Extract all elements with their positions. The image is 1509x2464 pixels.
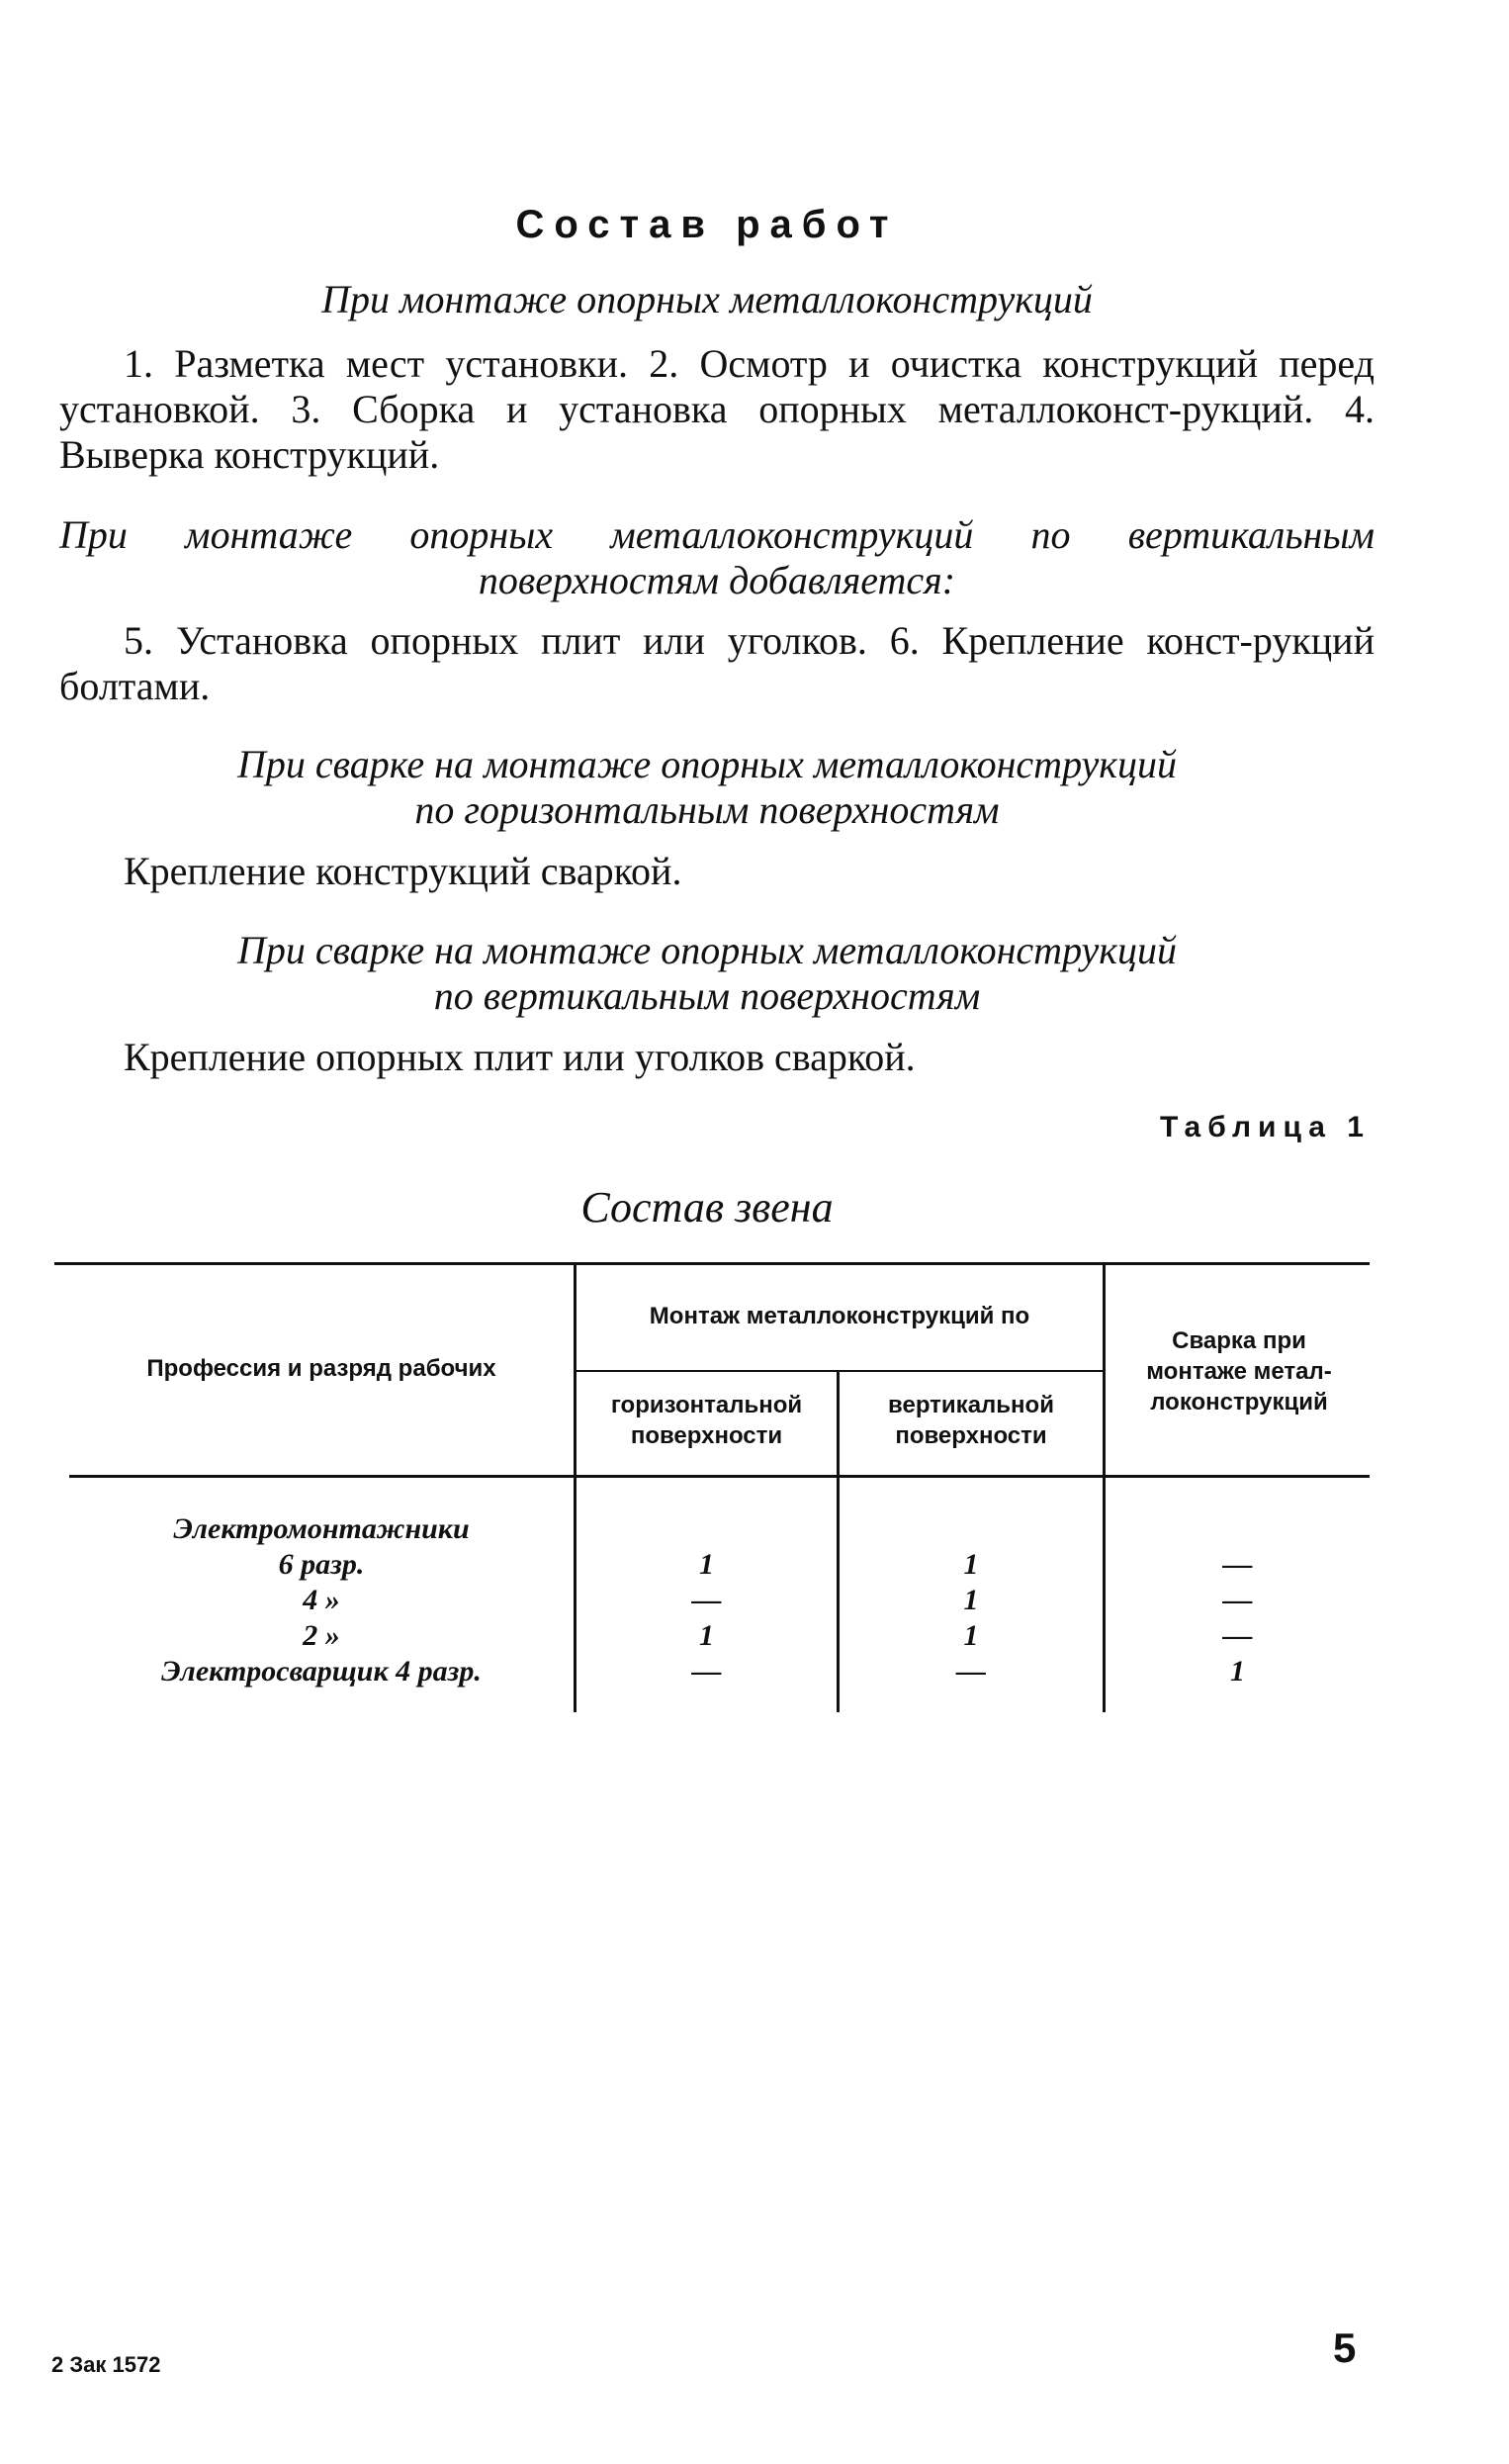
section-4-subtitle xyxy=(0,928,1414,1019)
table-cell xyxy=(1106,1511,1370,1547)
page-number: 5 xyxy=(1333,2325,1357,2371)
section-2-text: 5. Установка опорных плит или уголков. 6. Крепление конст-рукций болтами. xyxy=(59,618,1375,708)
header-line: вертикальной xyxy=(888,1392,1054,1418)
section-2-subtitle xyxy=(59,512,1375,603)
section-1-subtitle xyxy=(0,277,1414,322)
header-horizontal xyxy=(577,1390,837,1451)
print-order-mark: 2 Зак 1572 xyxy=(51,2352,161,2377)
subtitle-line: При сварке на монтаже опорных металлоконструкций xyxy=(236,742,1178,786)
table-body-horizontal xyxy=(577,1511,837,1689)
table-cell: 1 xyxy=(1230,1655,1245,1688)
header-line: локонструкций xyxy=(1150,1389,1328,1415)
table-cell: Электромонтажники xyxy=(173,1512,470,1545)
table-cell: — xyxy=(1222,1584,1253,1616)
table-cell: 4 » xyxy=(303,1584,340,1616)
header-line: монтаже метал- xyxy=(1146,1358,1332,1385)
section-1-text: 1. Разметка мест установки. 2. Осмотр и очистка конструкций перед установкой. 3. Сборка и установка опорных металлоконст-рукций. 4. Выверка конструкций. xyxy=(59,341,1375,477)
table-cell: 1 xyxy=(699,1619,714,1652)
page-heading: Состав работ xyxy=(515,203,899,246)
table-cell: — xyxy=(691,1584,722,1616)
subtitle-line: При сварке на монтаже опорных металлоконструкций xyxy=(236,928,1178,972)
header-profession: Профессия и разряд рабочих xyxy=(146,1355,496,1382)
table-cell: — xyxy=(691,1655,722,1688)
header-line: горизонтальной xyxy=(610,1392,803,1418)
table-label: Таблица 1 xyxy=(1159,1111,1371,1143)
table-top-rule xyxy=(54,1262,1370,1265)
table-cell xyxy=(577,1511,837,1547)
table-title: Состав звена xyxy=(580,1183,834,1232)
section-4-text: Крепление опорных плит или уголков сваркой. xyxy=(124,1035,916,1079)
table-cell: — xyxy=(1222,1619,1253,1652)
subtitle-line: При монтаже опорных металлоконструкций xyxy=(321,277,1093,321)
header-line: поверхности xyxy=(630,1422,783,1449)
section-3-subtitle xyxy=(0,742,1414,833)
table-cell: 1 xyxy=(963,1619,979,1652)
subtitle-line: При монтаже опорных металлоконструкций по вертикальным xyxy=(59,512,1375,557)
table-cell: 1 xyxy=(963,1584,979,1616)
subtitle-line: по вертикальным поверхностям xyxy=(433,973,981,1018)
table-cell: 6 разр. xyxy=(278,1548,365,1581)
subtitle-line: по горизонтальным поверхностям xyxy=(414,787,1000,832)
header-welding xyxy=(1106,1325,1373,1417)
table-cell: — xyxy=(1222,1548,1253,1581)
table-cell: 2 » xyxy=(303,1619,340,1652)
table-body-welding xyxy=(1106,1511,1370,1689)
table-cell xyxy=(840,1511,1103,1547)
header-vertical xyxy=(840,1390,1103,1451)
header-mounting-group: Монтаж металлоконструкций по xyxy=(649,1303,1030,1329)
header-line: поверхности xyxy=(895,1422,1047,1449)
table-cell: 1 xyxy=(963,1548,979,1581)
section-3-text: Крепление конструкций сваркой. xyxy=(124,849,682,893)
table-cell: Электросварщик 4 разр. xyxy=(161,1655,482,1688)
table-body-profession xyxy=(69,1511,574,1689)
table-cell: — xyxy=(956,1655,986,1688)
subtitle-line: поверхностям добавляется: xyxy=(478,558,956,602)
header-line: Сварка при xyxy=(1172,1327,1306,1354)
table-cell: 1 xyxy=(699,1548,714,1581)
table-header-rule xyxy=(69,1475,1370,1478)
table-subheader-rule xyxy=(576,1370,1106,1372)
table-body-vertical xyxy=(840,1511,1103,1689)
